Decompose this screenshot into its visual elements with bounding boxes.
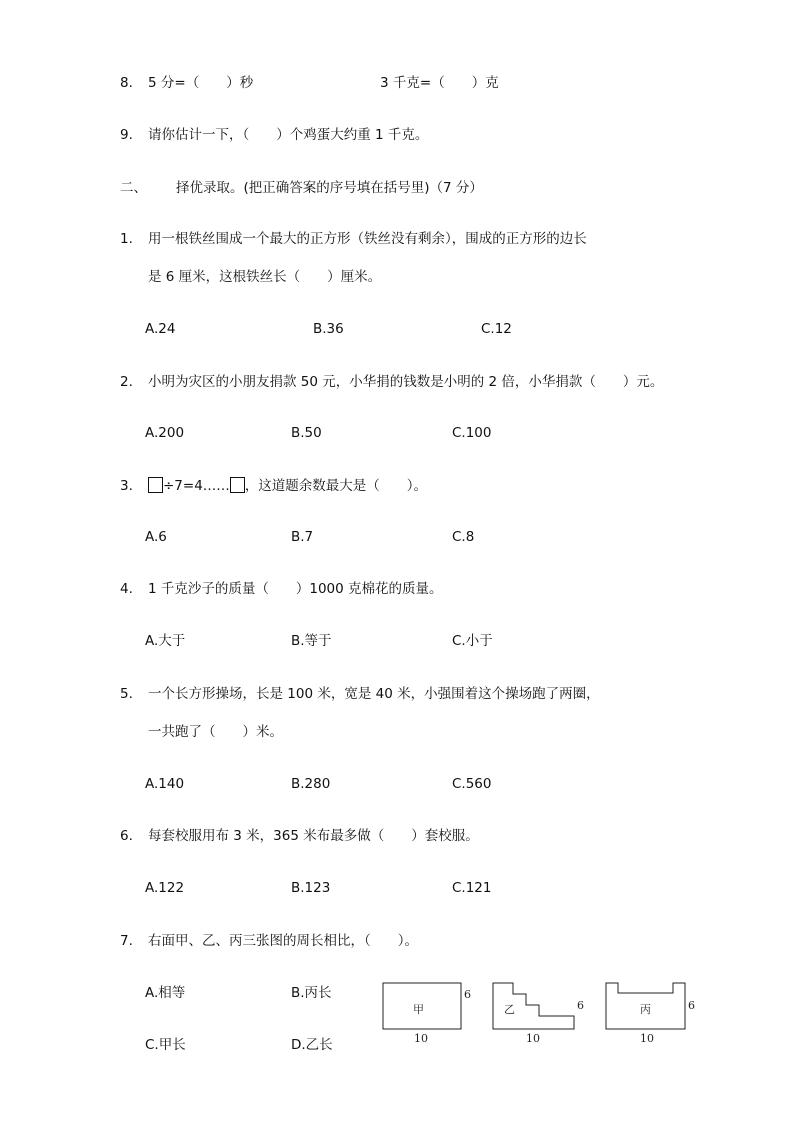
question-text: 小明为灾区的小朋友捐款 50 元，小华捐的钱数是小明的 2 倍，小华捐款（ ）元。 [148,374,664,390]
question-text: 一个长方形操场，长是 100 米，宽是 40 米，小强围着这个操场跑了两圈， [148,686,600,702]
figure-jia-width: 10 [414,1032,428,1045]
figure-jia-label: 甲 [413,1003,424,1016]
blank-box [148,477,163,493]
question-6 [120,827,479,845]
option-c: C.12 [481,321,512,337]
option-a: A.140 [145,776,185,792]
option-a: A.大于 [145,633,186,649]
question-3-end: ，这道题余数最大是（ ）。 [244,478,428,494]
section-title: 择优录取。(把正确答案的序号填在括号里)（7 分） [176,180,483,196]
option-c: C.小于 [452,633,493,649]
option-b: B.7 [291,529,314,545]
question-number: 6. [120,828,133,844]
question-9-text: 请你估计一下，（ ）个鸡蛋大约重 1 千克。 [148,127,429,143]
option-a: A.200 [145,425,185,441]
question-8 [120,74,253,92]
question-3 [120,477,427,495]
option-b: B.36 [313,321,344,337]
option-c: C.甲长 [145,1037,186,1053]
question-4 [120,580,443,598]
option-a: A.122 [145,880,185,896]
question-text: 右面甲、乙、丙三张图的周长相比，（ ）。 [148,933,418,949]
question-text: 1 千克沙子的质量（ ）1000 克棉花的质量。 [148,581,443,597]
figure-yi-width: 10 [526,1032,540,1045]
question-number: 1. [120,231,133,247]
perimeter-figures [378,976,718,1056]
figure-bing-width: 10 [640,1032,654,1045]
question-text: 每套校服用布 3 米，365 米布最多做（ ）套校服。 [148,828,479,844]
question-number: 7. [120,933,133,949]
option-a: A.6 [145,529,167,545]
option-b: B.50 [291,425,322,441]
option-c: C.8 [452,529,475,545]
question-8-left: 5 分=（ ）秒 [148,75,254,91]
question-5 [120,685,600,703]
question-3-mid: ÷7=4…… [163,478,230,494]
question-number: 4. [120,581,133,597]
question-text: 用一根铁丝围成一个最大的正方形（铁丝没有剩余），围成的正方形的边长 [148,231,587,247]
option-c: C.560 [452,776,492,792]
figure-yi-height: 6 [577,999,584,1012]
figure-bing-label: 丙 [640,1003,651,1016]
option-b: B.等于 [291,633,332,649]
question-number: 5. [120,686,133,702]
figure-jia-height: 6 [464,988,471,1001]
question-1 [120,230,587,248]
option-a: A.相等 [145,985,186,1001]
question-7 [120,932,418,950]
question-5-line-2: 一共跑了（ ）米。 [148,724,283,740]
section-number: 二、 [120,180,147,196]
question-2 [120,373,663,391]
figure-yi-label: 乙 [504,1003,515,1016]
blank-box [230,477,245,493]
option-a: A.24 [145,321,176,337]
section-2-heading [120,179,483,197]
question-9 [120,126,428,144]
option-c: C.121 [452,880,492,896]
option-c: C.100 [452,425,492,441]
question-number: 2. [120,374,133,390]
option-b: B.280 [291,776,331,792]
question-8-right: 3 千克=（ ）克 [380,75,499,91]
question-number: 8. [120,75,133,91]
option-d: D.乙长 [291,1037,333,1053]
question-number: 9. [120,127,133,143]
option-b: B.123 [291,880,331,896]
question-number: 3. [120,478,133,494]
figure-bing-height: 6 [688,999,695,1012]
question-1-line-2: 是 6 厘米，这根铁丝长（ ）厘米。 [148,269,382,285]
option-b: B.丙长 [291,985,332,1001]
